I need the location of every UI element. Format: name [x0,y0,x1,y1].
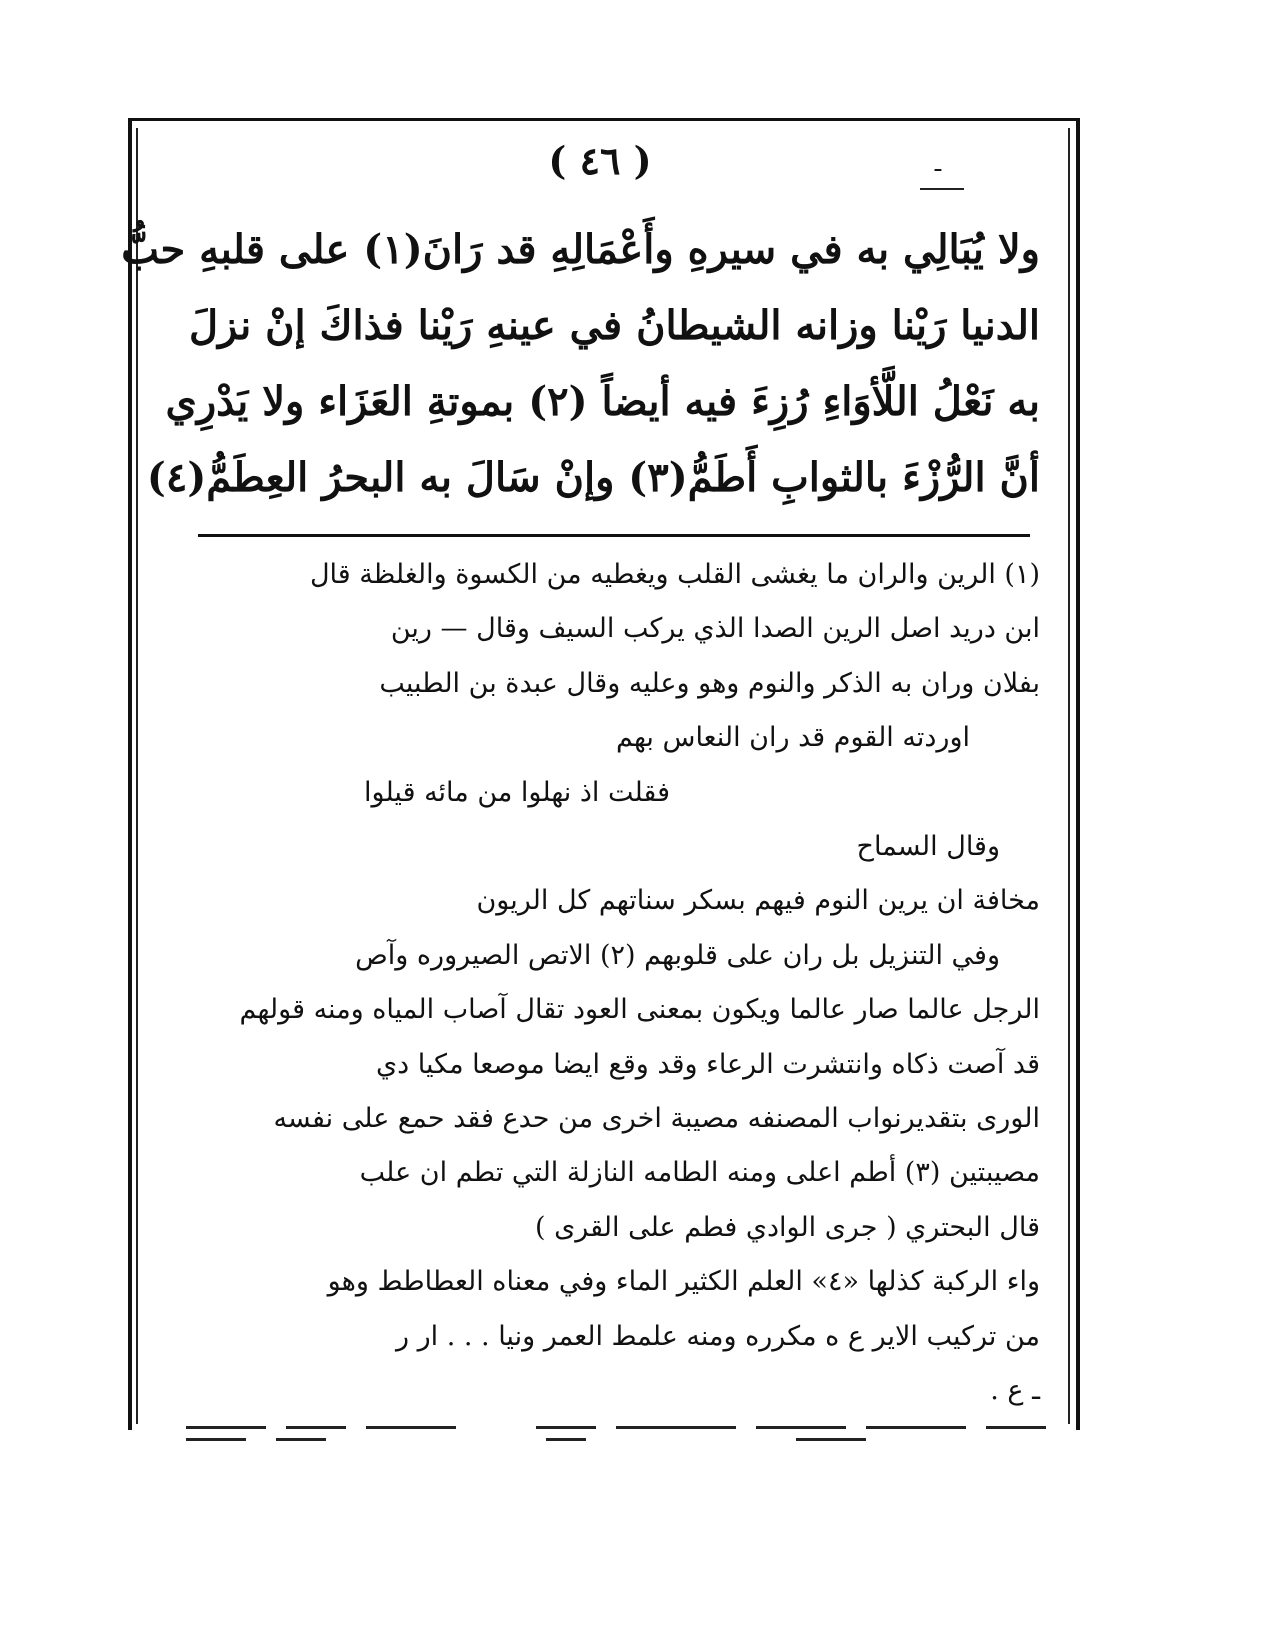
bottom-dash [756,1426,846,1429]
page-number: ( ٤٦ ) [548,138,652,183]
footnote-verse-line: اوردته القوم قد ران النعاس بهم [615,722,970,754]
footnote-divider [198,534,1030,537]
main-text-line: أنَّ الرُّزْءَ بالثوابِ أَطَمُّ(٣) وإنْ سَالَ به البحرُ العِطَمُّ(٤) [146,454,1040,501]
footnote-line: وفي التنزيل بل ران على قلوبهم (٢) الاتص الصيروره وآص [355,939,1000,971]
footnote-verse-line: مخافة ان يرين النوم فيهم بسكر سناتهم كل الريون [476,885,1040,917]
frame-inner-right-rule [1068,128,1070,1424]
footnote-verse-line: فقلت اذ نهلوا من مائه قيلوا [364,776,670,808]
header-rule [920,188,964,190]
footnote-line: من تركيب الاير ع ه مكرره ومنه علمط العمر ونيا . . . ار ر [395,1320,1040,1352]
footnote-line: ـ ع . [990,1375,1040,1407]
main-text-line: ولا يُبَالِي به في سيرهِ وأَعْمَالِهِ قد رَانَ(١) على قلبهِ حبُّ [121,226,1040,273]
bottom-dash [796,1438,866,1441]
header-mark: ـ [934,152,942,177]
main-text-line: به نَعْلُ اللَّأوَاءِ رُزِءَ فيه أيضاً (٢) بموتةِ العَزَاء ولا يَدْرِي [165,378,1040,425]
footnote-line: بفلان وران به الذكر والنوم وهو وعليه وقال عبدة بن الطبيب [379,667,1040,699]
footnote-line: الرجل عالما صار عالما ويكون بمعنى العود تقال آصاب المياه ومنه قولهم [239,994,1040,1026]
bottom-dash [986,1426,1046,1429]
main-text-line: الدنيا رَيْنا وزانه الشيطانُ في عينهِ رَيْنا فذاكَ إنْ نزلَ [188,302,1040,349]
bottom-dash [866,1426,966,1429]
footnote-line: مصيبتين (٣) أطم اعلى ومنه الطامه النازلة التي تطم ان علب [359,1157,1040,1189]
bottom-border [186,1418,1046,1448]
bottom-dash [186,1438,246,1441]
frame-inner-left-rule [136,128,138,1424]
footnote-line: قد آصت ذكاه وانتشرت الرعاء وقد وقع ايضا موصعا مكيا دي [376,1048,1040,1080]
footnote-line: واء الركبة كذلها «٤» العلم الكثير الماء وفي معناه العطاطط وهو [327,1266,1040,1298]
bottom-dash [276,1438,326,1441]
footnote-line: (١) الرين والران ما يغشى القلب ويغطيه من الكسوة والغلظة قال [309,559,1040,590]
bottom-dash [536,1426,596,1429]
footnote-verse-line: قال البحتري ( جرى الوادي فطم على القرى ) [534,1211,1040,1243]
footnote-line: الورى بتقديرنواب المصنفه مصيبة اخرى من حدع فقد حمع على نفسه [273,1103,1040,1135]
main-text-block [121,212,1040,516]
bottom-dash [366,1426,456,1429]
bottom-dash [286,1426,346,1429]
bottom-dash [616,1426,736,1429]
footnote-line: ابن دريد اصل الرين الصدا الذي يركب السيف وقال — رين [390,613,1040,645]
bottom-dash [186,1426,266,1429]
bottom-dash [546,1438,586,1441]
footnotes-block [190,548,1040,1419]
footnote-line: وقال السماح [856,831,1000,863]
